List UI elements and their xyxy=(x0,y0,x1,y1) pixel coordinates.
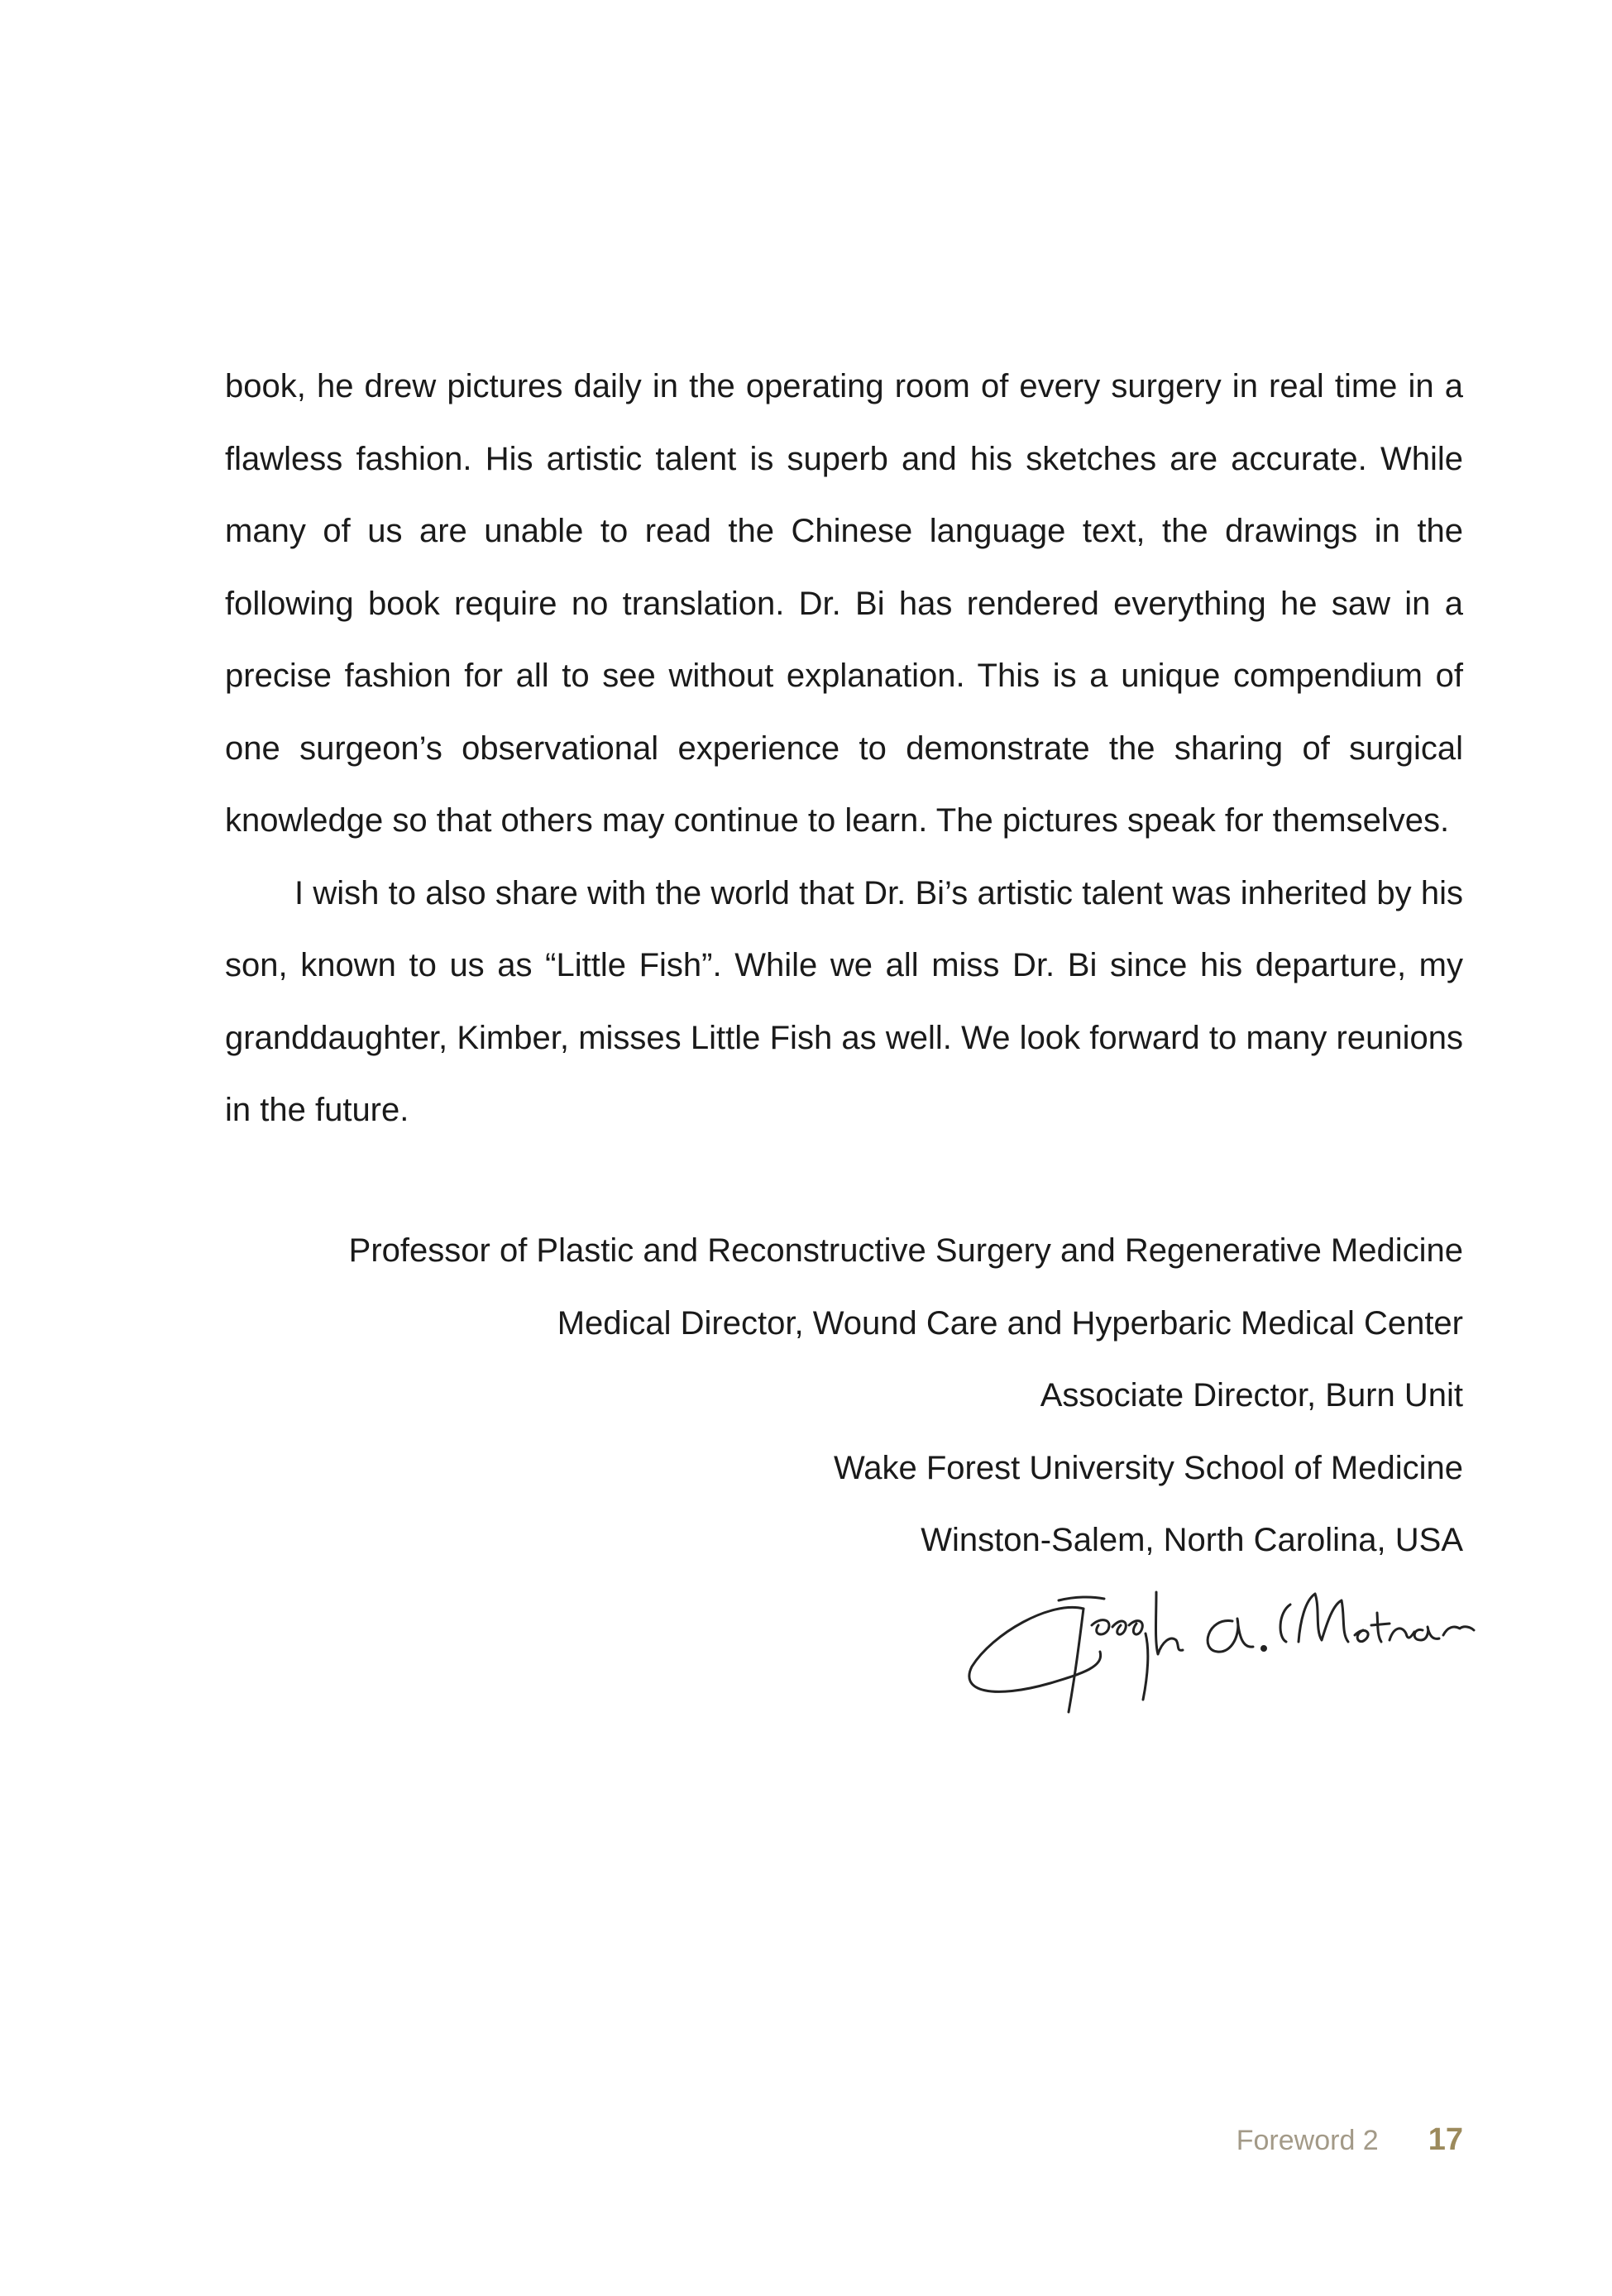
page-footer xyxy=(1237,2122,1463,2169)
handwritten-signature xyxy=(959,1576,1480,1716)
affiliation-line: Professor of Plastic and Reconstructive Surgery and Regenerative Medicine xyxy=(348,1232,1463,1269)
affiliation-line: Winston-Salem, North Carolina, USA xyxy=(921,1522,1463,1558)
body-text xyxy=(225,351,1463,1147)
signature-drawing xyxy=(959,1576,1480,1716)
affiliation-line: Medical Director, Wound Care and Hyperbaric Medical Center xyxy=(557,1304,1463,1342)
affiliation-line: Wake Forest University School of Medicine xyxy=(833,1449,1463,1486)
footer-section-title: Foreword 2 xyxy=(1236,2125,1379,2156)
author-affiliation xyxy=(140,1215,1463,1577)
paragraph-1: book, he drew pictures daily in the operating room of every surgery in real time in a flawless fashion. His artistic talent is superb and his sketches are accurate. While many of us are unable to read the Chinese language text, the drawings in the following book require no translation. Dr. Bi has rendered everything he saw in a precise fashion for all to see without explanation. This is a unique compendium of one surgeon’s observational experience to demonstrate the sharing of surgical knowledge so that others may continue to learn. The pictures speak for themselves. xyxy=(225,368,1463,839)
paragraph-2: I wish to also share with the world that Dr. Bi’s artistic talent was inherited by his son, known to us as “Little Fish”. While we all miss Dr. Bi since his departure, my granddaughter, Kimber, misses Little Fish as well. We look forward to many reunions in the future. xyxy=(225,874,1463,1128)
affiliation-line: Associate Director, Burn Unit xyxy=(1040,1377,1463,1413)
page-number: 17 xyxy=(1428,2122,1463,2157)
